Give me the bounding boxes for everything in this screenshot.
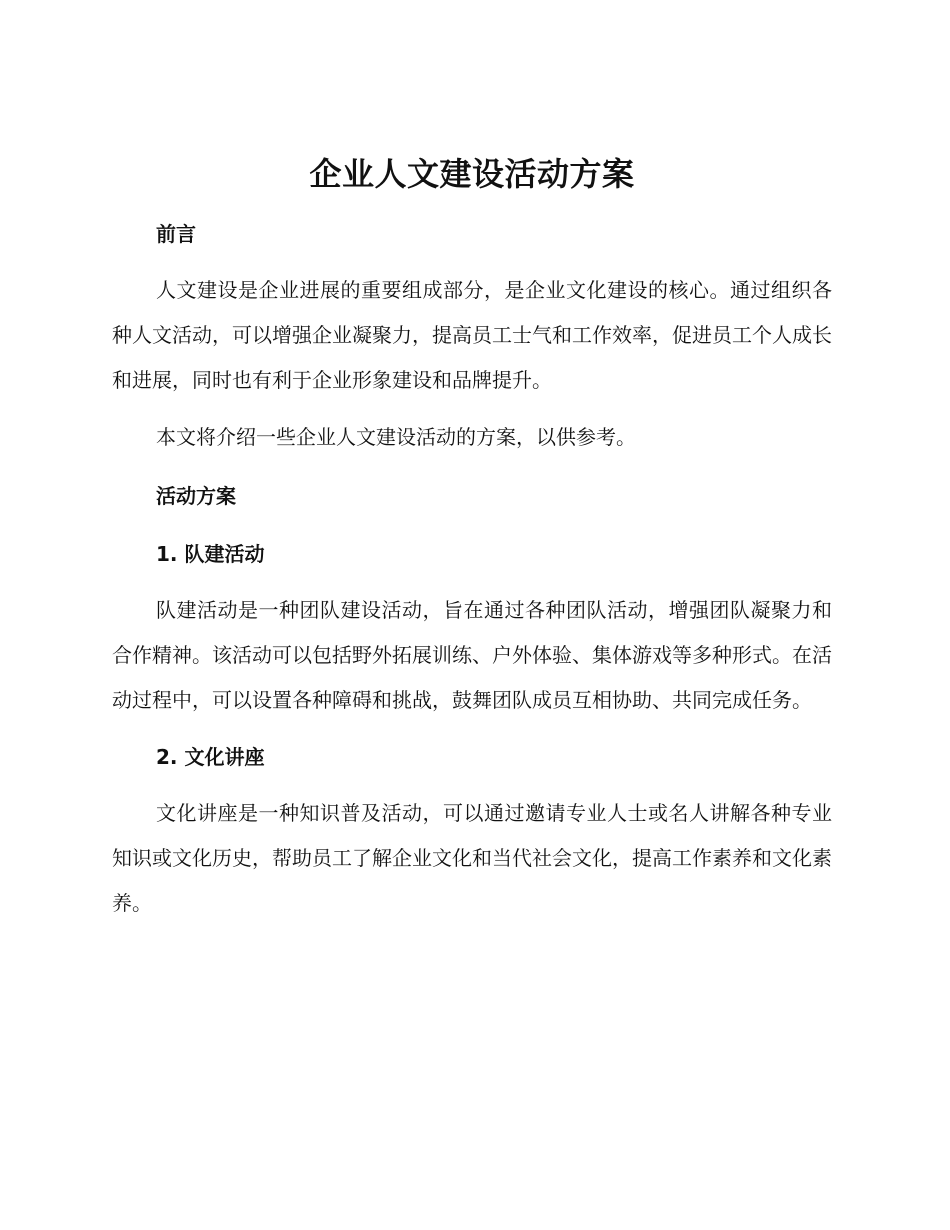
spacer xyxy=(112,576,832,588)
spacer xyxy=(112,779,832,791)
document-page xyxy=(112,148,832,926)
spacer xyxy=(112,256,832,268)
activity-body-culture-lecture: 文化讲座是一种知识普及活动，可以通过邀请专业人士或名人讲解各种专业知识或文化历史，帮助员工了解企业文化和当代社会文化，提高工作素养和文化素养。 xyxy=(112,801,832,915)
spacer xyxy=(112,403,832,415)
spacer xyxy=(112,518,832,532)
activity-body-team-building: 队建活动是一种团队建设活动，旨在通过各种团队活动，增强团队凝聚力和合作精神。该活动可以包括野外拓展训练、户外体验、集体游戏等多种形式。在活动过程中，可以设置各种障碍和挑战，鼓舞团队成员互相协助、共同完成任务。 xyxy=(112,598,832,712)
preface-paragraph-1: 人文建设是企业进展的重要组成部分，是企业文化建设的核心。通过组织各种人文活动，可以增强企业凝聚力，提高员工士气和工作效率，促进员工个人成长和进展，同时也有利于企业形象建设和品牌提升。 xyxy=(112,278,832,392)
activity-heading-culture-lecture: 2. 文化讲座 xyxy=(156,745,265,769)
preface-paragraph-2: 本文将介绍一些企业人文建设活动的方案，以供参考。 xyxy=(156,425,636,449)
document-title: 企业人文建设活动方案 xyxy=(309,155,635,193)
spacer xyxy=(112,460,832,474)
plan-heading: 活动方案 xyxy=(156,484,236,508)
spacer xyxy=(112,723,832,735)
activity-heading-team-building: 1. 队建活动 xyxy=(156,542,265,566)
spacer xyxy=(112,200,832,212)
preface-heading: 前言 xyxy=(156,222,196,246)
